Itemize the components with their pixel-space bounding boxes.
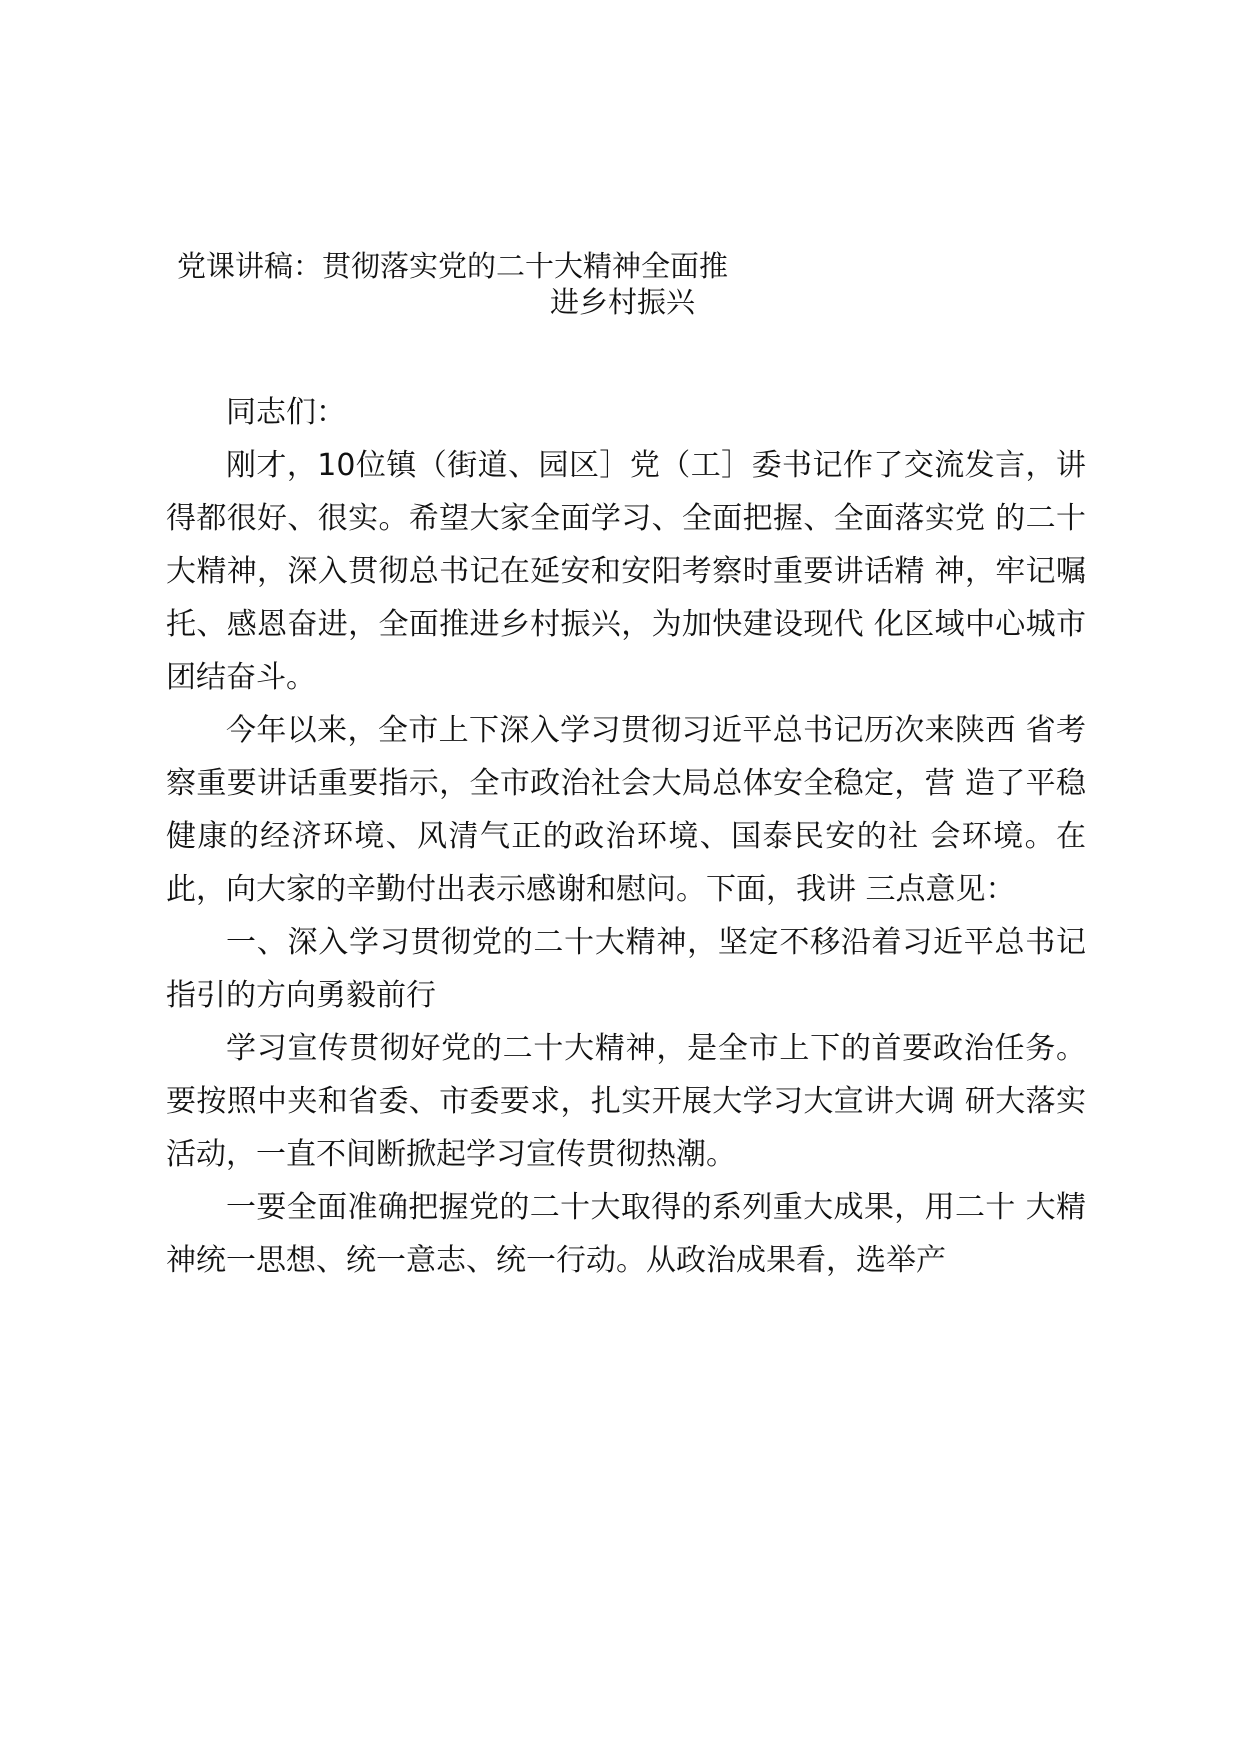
document-body bbox=[166, 386, 1086, 1287]
document-title-line-1: 党课讲稿：贯彻落实党的二十大精神全面推 bbox=[177, 249, 729, 283]
section-heading-1: 一、深入学习贯彻党的二十大精神，坚定不移沿着习近平总书记指引的方向勇毅前行 bbox=[166, 925, 1086, 1013]
document-title-line-2: 进乡村振兴 bbox=[550, 285, 696, 319]
paragraph-opening: 刚才，10位镇（街道、园区］党（工］委书记作了交流发言，讲得都很好、很实。希望大家全面学习、全面把握、全面落实党 的二十大精神，深入贯彻总书记在延安和安阳考察时重要讲话精 神，牢记嘱托、感恩奋进，全面推进乡村振兴，为加快建设现代 化区域中心城市团结奋斗。 bbox=[166, 448, 1086, 695]
paragraph-section-1-point-1: 一要全面准确把握党的二十大取得的系列重大成果，用二十 大精神统一思想、统一意志、统一行动。从政治成果看，选举产 bbox=[166, 1190, 1086, 1278]
paragraph-section-1-intro: 学习宣传贯彻好党的二十大精神，是全市上下的首要政治任务。要按照中夹和省委、市委要求，扎实开展大学习大宣讲大调 研大落实活动，一直不间断掀起学习宣传贯彻热潮。 bbox=[166, 1031, 1086, 1172]
paragraph-review: 今年以来，全市上下深入学习贯彻习近平总书记历次来陕西 省考察重要讲话重要指示，全市政治社会大局总体安全稳定，营 造了平稳健康的经济环境、风清气正的政治环境、国泰民安的社 会环境。在此，向大家的辛勤付出表示感谢和慰问。下面，我讲 三点意见： bbox=[166, 713, 1086, 907]
salutation: 同志们： bbox=[226, 395, 346, 430]
